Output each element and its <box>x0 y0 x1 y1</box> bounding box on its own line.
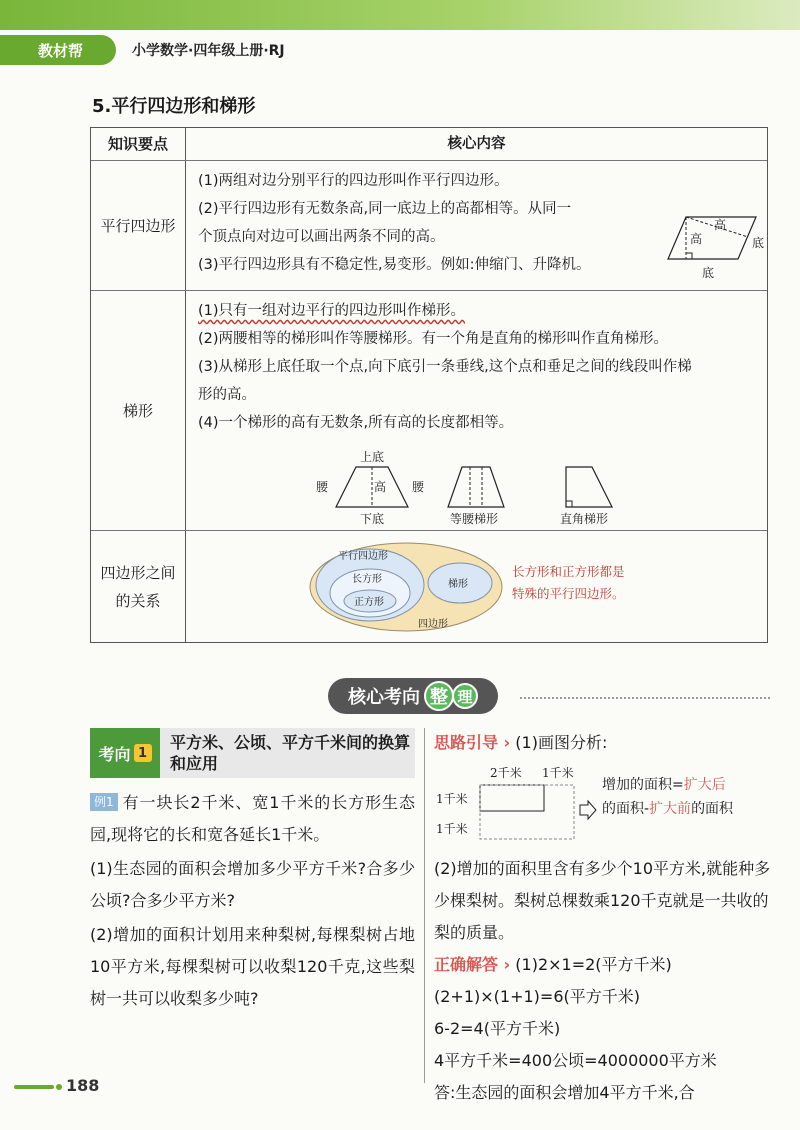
label-quadrilateral: 四边形 <box>418 619 448 630</box>
answer-line-5: 答:生态园的面积会增加4平方千米,合 <box>434 1083 695 1102</box>
question-1: (1)生态园的面积会增加多少平方千米?合多少公顷?合多少平方米? <box>90 859 415 910</box>
diagram-label-top-right: 1千米 <box>542 766 574 780</box>
trap-fig-leg-left-label: 腰 <box>316 480 329 494</box>
question-2: (2)增加的面积计划用来种梨树,每棵梨树占地10平方米,每棵梨树可以收梨120千克,这些梨树一共可以收梨多少吨? <box>90 925 415 1008</box>
area-diagram-figure <box>434 761 604 849</box>
row-content-relation <box>186 531 767 642</box>
exam-point-tag <box>90 728 160 778</box>
row-content-parallelogram <box>186 161 767 290</box>
label-parallelogram: 平行四边形 <box>338 551 388 562</box>
para-fig-base-label-1: 底 <box>752 236 765 250</box>
answer-heading <box>434 949 774 981</box>
guide-step-1: (1)画图分析: <box>515 733 608 752</box>
table-row-relation <box>91 530 767 642</box>
diagram-explanation <box>602 773 733 821</box>
diagram-text-2b: 扩大前 <box>649 801 692 817</box>
trap-fig-right-label: 直角梯形 <box>560 512 609 526</box>
quadrilateral-relation-diagram <box>306 539 506 635</box>
row-label-relation-line1: 四边形之间 <box>100 563 176 582</box>
example-text: 有一块长2千米、宽1千米的长方形生态园,现将它的长和宽各延长1千米。 <box>90 793 415 844</box>
col-header-points: 知识要点 <box>91 128 186 160</box>
answer-label: 正确解答 <box>434 955 499 974</box>
arrow-icon: › <box>498 733 511 752</box>
trap-fig-leg-right-label: 腰 <box>412 480 425 494</box>
trap-point-2: (2)两腰相等的梯形叫作等腰梯形。有一个角是直角的梯形叫作直角梯形。 <box>198 331 669 347</box>
para-fig-height-label-2: 高 <box>714 218 727 232</box>
book-title: 小学数学·四年级上册·RJ <box>132 43 285 59</box>
table-row-trapezoid <box>91 290 767 530</box>
section-title: 5.平行四边形和梯形 <box>92 96 256 117</box>
example-statement <box>90 787 415 851</box>
area-diagram <box>434 761 774 849</box>
para-point-3: (3)平行四边形具有不稳定性,易变形。例如:伸缩门、升降机。 <box>198 257 591 273</box>
diagram-label-top-left: 2千米 <box>490 766 522 780</box>
relation-note <box>512 561 625 605</box>
answer-arrow-icon: › <box>498 955 511 974</box>
answer-line-2: (2+1)×(1+1)=6(平方千米) <box>434 987 640 1006</box>
page-marker-bar <box>14 1085 54 1089</box>
trap-fig-height-label: 高 <box>374 480 387 494</box>
trap-point-4: (4)一个梯形的高有无数条,所有高的长度都相等。 <box>198 415 514 431</box>
table-header-row <box>91 128 767 160</box>
exam-point-title: 平方米、公顷、平方千米间的换算和应用 <box>170 733 411 773</box>
trap-fig-isosceles-label: 等腰梯形 <box>450 512 499 526</box>
row-label-trapezoid: 梯形 <box>91 291 186 530</box>
trap-point-1 <box>198 297 755 325</box>
label-rectangle: 长方形 <box>352 574 382 585</box>
banner-bubble-2: 理 <box>452 683 478 709</box>
page-marker-dot <box>56 1084 62 1090</box>
exam-point-badge <box>90 728 415 778</box>
banner-bubble-1: 整 <box>424 681 454 711</box>
section-banner <box>328 678 498 714</box>
column-divider <box>424 728 425 1083</box>
diagram-text-2a: 的面积- <box>602 801 650 817</box>
diagram-label-left-bottom: 1千米 <box>436 822 468 836</box>
header-bar <box>0 30 800 70</box>
guide-label: 思路引导 <box>434 733 499 752</box>
trapezoid-figures <box>316 449 636 527</box>
para-fig-height-label-1: 高 <box>690 232 703 246</box>
trap-point-3: (3)从梯形上底任取一个点,向下底引一条垂线,这个点和垂足之间的线段叫作梯 <box>198 359 692 375</box>
trap-fig-top-label: 上底 <box>360 450 385 464</box>
example-problem <box>90 787 415 1015</box>
row-label-relation <box>91 531 186 642</box>
page-number: 188 <box>66 1076 100 1095</box>
row-label-relation-line2: 的关系 <box>115 591 161 610</box>
brand-label: 教材帮 <box>0 35 116 65</box>
row-label-parallelogram: 平行四边形 <box>91 161 186 290</box>
header-band <box>0 0 800 30</box>
banner-text: 核心考向 <box>348 687 420 708</box>
para-point-2b: 个顶点向对边可以画出两条不同的高。 <box>198 229 445 245</box>
relation-note-line2: 特殊的平行四边形。 <box>512 586 625 601</box>
trap-fig-bottom-label: 下底 <box>360 512 385 526</box>
label-square: 正方形 <box>354 597 384 608</box>
diagram-label-left-top: 1千米 <box>436 792 468 806</box>
para-fig-base-label-2: 底 <box>702 266 715 280</box>
banner-dotted-line <box>520 697 770 699</box>
diagram-text-2c: 的面积 <box>691 801 734 817</box>
parallelogram-figure <box>656 209 766 284</box>
col-header-content: 核心内容 <box>447 136 506 152</box>
guide-heading <box>434 727 774 759</box>
table-row-parallelogram <box>91 160 767 290</box>
diagram-text-1a: 增加的面积= <box>602 777 684 793</box>
label-trapezoid: 梯形 <box>448 579 468 590</box>
answer-line-4: 4平方千米=400公顷=4000000平方米 <box>434 1051 717 1070</box>
para-point-2: (2)平行四边形有无数条高,同一底边上的高都相等。从同一 <box>198 201 572 217</box>
para-point-1: (1)两组对边分别平行的四边形叫作平行四边形。 <box>198 173 509 189</box>
answer-line-3: 6-2=4(平方千米) <box>434 1019 561 1038</box>
knowledge-table <box>90 127 768 643</box>
row-content-trapezoid <box>186 291 767 530</box>
trap-point-3b: 形的高。 <box>198 387 256 403</box>
exam-point-tag-text: 考向 <box>98 744 131 764</box>
example-tag: 例1 <box>90 793 118 811</box>
relation-note-line1: 长方形和正方形都是 <box>512 564 625 579</box>
diagram-text-1b: 扩大后 <box>683 777 726 793</box>
solution-column <box>434 727 774 1109</box>
guide-step-2: (2)增加的面积里含有多少个10平方米,就能种多少棵梨树。梨树总棵数乘120千克就是一共收的梨的质量。 <box>434 859 771 942</box>
answer-line-1: (1)2×1=2(平方千米) <box>515 955 672 974</box>
trap-point-1-text: (1)只有一组对边平行的四边形叫作梯形。 <box>198 303 466 319</box>
exam-point-number: 1 <box>134 744 152 762</box>
